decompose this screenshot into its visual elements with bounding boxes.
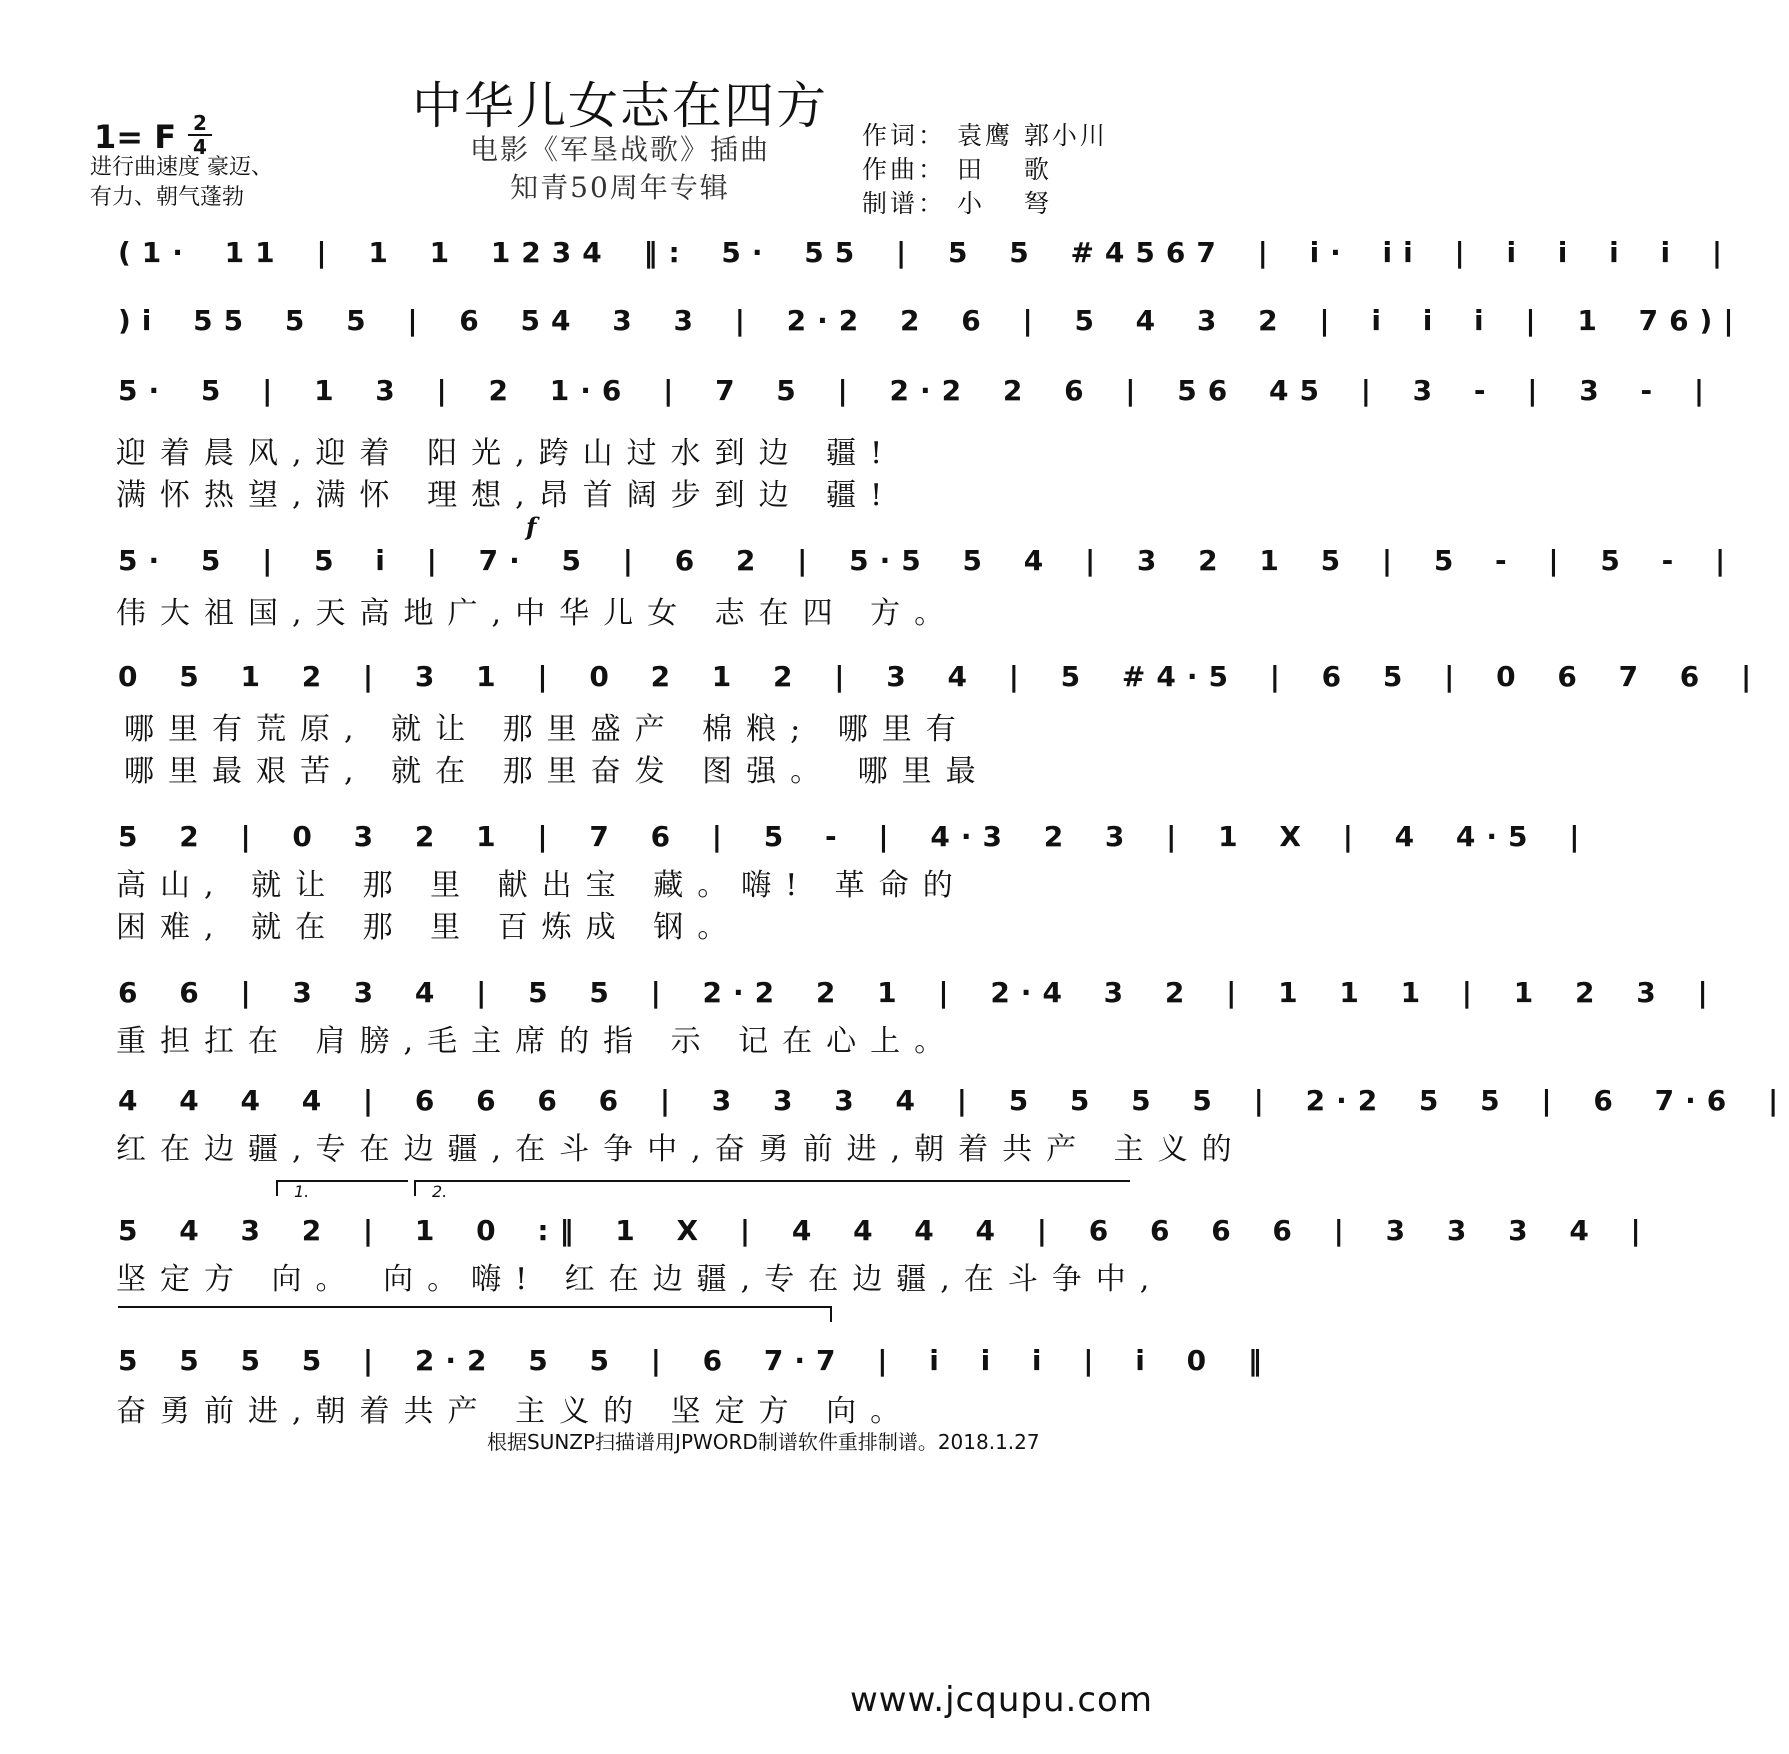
- notation-row: 4 4 4 4 | 6 6 6 6 | 3 3 3 4 | 5 5 5 5 | 2·2 5 5 | 6 7·6 |: [118, 1084, 1789, 1117]
- lyric-verse: 红在边疆,专在边疆,在斗争中,奋勇前进,朝着共产 主义的: [116, 1132, 1246, 1167]
- subtitle-album: 知青50周年专辑: [510, 171, 730, 204]
- notation-row: )i 55 5 5 | 6 54 3 3 | 2·2 2 6 | 5 4 3 2 | i i i | 1 76)|: [118, 304, 1745, 337]
- arranger-credit: 制谱： 小 弩: [862, 189, 1052, 218]
- system-9: [118, 1200, 1652, 1262]
- lyric-verse-2: 满怀热望,满怀 理想,昂首阔步到边 疆!: [116, 478, 897, 513]
- lyric-verse-2: 哪里最艰苦, 就在 那里奋发 图强。 哪里最: [124, 754, 990, 789]
- tempo-line-2: 有力、朝气蓬勃: [90, 185, 245, 210]
- lyric-verse: 坚定方 向。 向。嗨! 红在边疆,专在边疆,在斗争中,: [116, 1262, 1164, 1297]
- notation-row: 5 4 3 2 | 1 0 :‖ 1 X | 4 4 4 4 | 6 6 6 6 | 3 3 3 4 |: [118, 1214, 1652, 1247]
- volta-2-label: 2.: [432, 1182, 448, 1201]
- system-7: [118, 962, 1719, 1024]
- lyricist-credit: 作词： 袁鹰 郭小川: [862, 121, 1108, 150]
- website-watermark: www.jcqupu.com: [850, 1680, 1153, 1720]
- lyric-verse: 奋勇前进,朝着共产 主义的 坚定方 向。: [116, 1394, 915, 1429]
- ending-bracket: [118, 1306, 832, 1322]
- dynamic-forte: f: [526, 512, 537, 541]
- notation-row: (1· 11 | 1 1 1234 ‖: 5· 55 | 5 5 #4567 | i· ii | i i i i |: [118, 236, 1734, 269]
- system-5: [118, 646, 1763, 708]
- tempo-line-1: 进行曲速度 豪迈、: [90, 155, 273, 180]
- composer-credit: 作曲： 田 歌: [862, 155, 1052, 184]
- system-4: [118, 512, 1737, 592]
- system-8: [118, 1070, 1789, 1132]
- notation-row: 5 5 5 5 | 2·2 5 5 | 6 7·7 | i i i | i 0 ‖: [118, 1344, 1273, 1377]
- volta-bracket-2: [414, 1180, 1130, 1201]
- lyric-verse-2: 困难, 就在 那 里 百炼成 钢。: [116, 910, 742, 945]
- notation-row: 5· 5 | 1 3 | 2 1·6 | 7 5 | 2·2 2 6 | 56 45 | 3 - | 3 - |: [118, 374, 1716, 407]
- system-6: [118, 806, 1591, 868]
- system-3: [118, 360, 1716, 422]
- system-2: [118, 290, 1745, 352]
- volta-1-label: 1.: [294, 1182, 310, 1201]
- key-signature: 1= F: [94, 118, 177, 156]
- lyric-verse: 伟大祖国,天高地广,中华儿女 志在四 方。: [116, 596, 959, 631]
- lyric-verse-1: 迎着晨风,迎着 阳光,跨山过水到边 疆!: [116, 436, 897, 471]
- song-title: 中华儿女志在四方: [412, 77, 828, 135]
- notation-row: 5· 5 | 5 i | 7· 5 | 6 2 | 5·5 5 4 | 3 2 1 5 | 5 - | 5 - |: [118, 544, 1737, 577]
- lyric-verse-1: 高山, 就让 那 里 献出宝 藏。嗨! 革命的: [116, 868, 967, 903]
- subtitle-film: 电影《军垦战歌》插曲: [469, 133, 770, 166]
- volta-bracket-1: [276, 1180, 408, 1201]
- time-bottom: 4: [188, 134, 212, 158]
- arrangement-note: 根据SUNZP扫描谱用JPWORD制谱软件重排制谱。2018.1.27: [487, 1430, 1040, 1454]
- notation-row: 5 2 | 0 3 2 1 | 7 6 | 5 - | 4·3 2 3 | 1 X | 4 4·5 |: [118, 820, 1591, 853]
- system-10: [118, 1330, 1273, 1392]
- system-1: [118, 222, 1734, 284]
- notation-row: 6 6 | 3 3 4 | 5 5 | 2·2 2 1 | 2·4 3 2 | 1 1 1 | 1 2 3 |: [118, 976, 1719, 1009]
- lyric-verse: 重担扛在 肩膀,毛主席的指 示 记在心上。: [116, 1024, 959, 1059]
- lyric-verse-1: 哪里有荒原, 就让 那里盛产 棉粮; 哪里有: [124, 712, 970, 747]
- time-top: 2: [193, 111, 207, 135]
- notation-row: 0 5 1 2 | 3 1 | 0 2 1 2 | 3 4 | 5 #4·5 | 6 5 | 0 6 7 6 |: [118, 660, 1763, 693]
